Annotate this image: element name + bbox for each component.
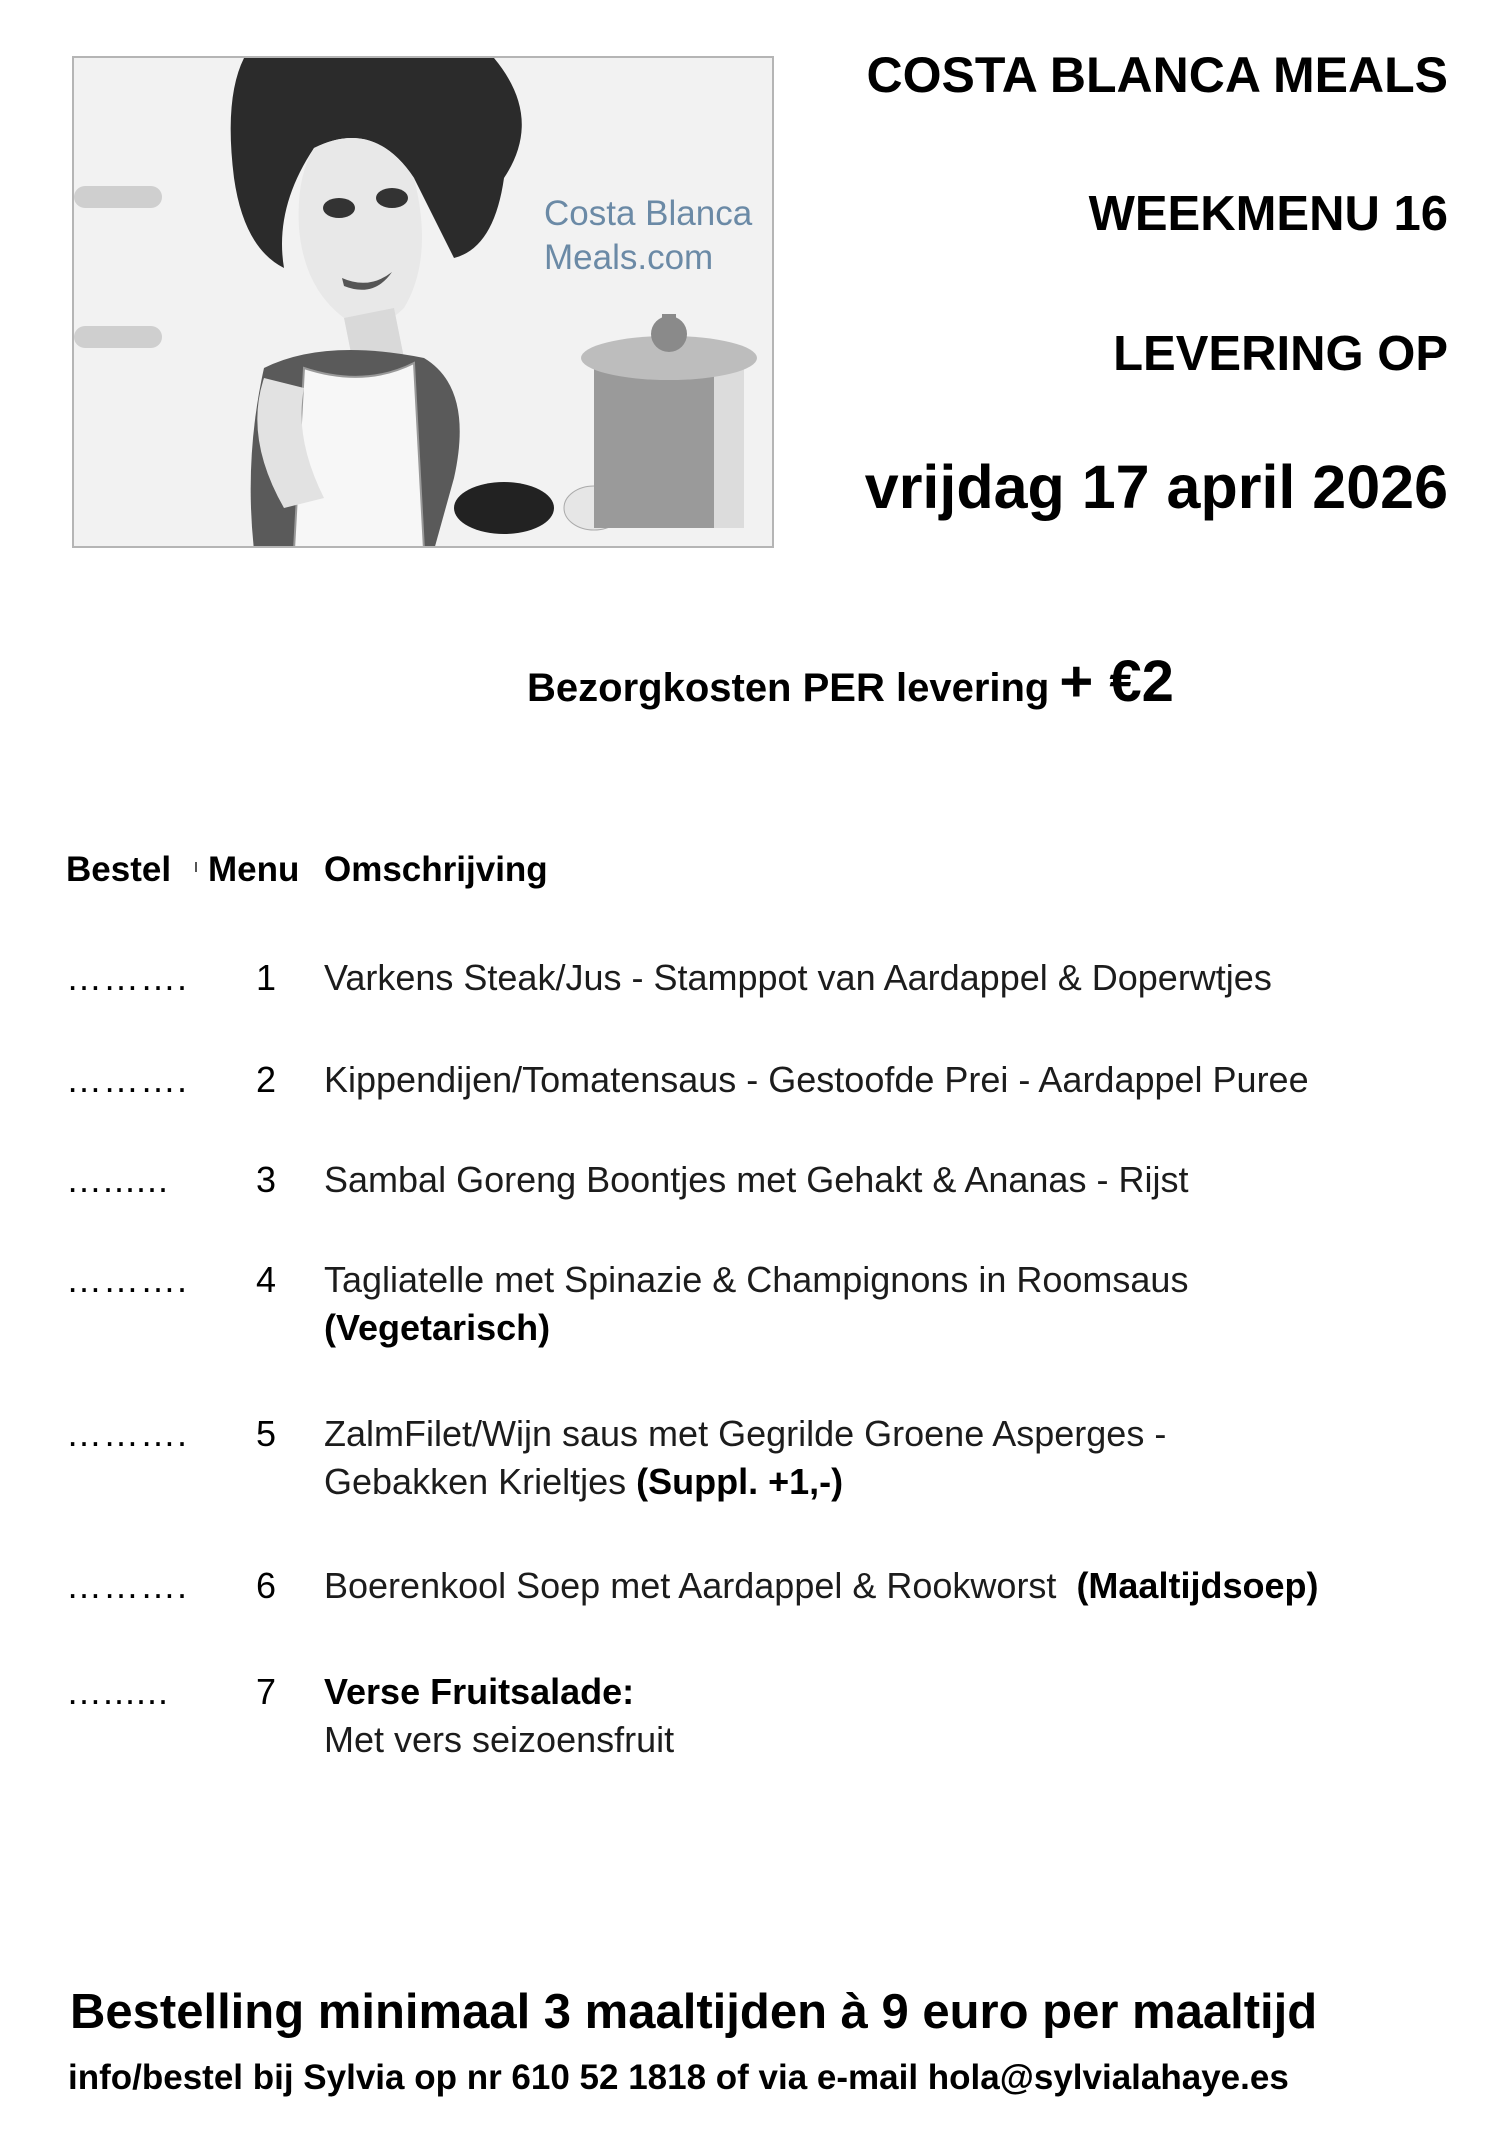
logo-image bbox=[72, 56, 774, 548]
menu-number: 7 bbox=[255, 1671, 277, 1712]
menu-description bbox=[324, 1410, 1464, 1506]
menu-description bbox=[324, 1256, 1464, 1352]
header-separator bbox=[195, 862, 197, 872]
description-bold: (Vegetarisch) bbox=[324, 1307, 551, 1348]
delivery-cost-label: Bezorgkosten PER levering bbox=[527, 666, 1050, 710]
menu-number: 4 bbox=[255, 1259, 277, 1300]
description-line: Met vers seizoensfruit bbox=[324, 1719, 675, 1760]
weekmenu-label: WEEKMENU 16 bbox=[1088, 187, 1448, 241]
delivery-date: vrijdag 17 april 2026 bbox=[864, 453, 1448, 521]
delivery-cost bbox=[527, 648, 1174, 715]
menu-number: 6 bbox=[255, 1565, 277, 1606]
order-field[interactable]: ………. bbox=[66, 1413, 189, 1454]
logo-text bbox=[544, 192, 752, 280]
description-line: Varkens Steak/Jus - Stamppot van Aardappel & Doperwtjes bbox=[324, 957, 1272, 998]
menu-description bbox=[324, 1156, 1464, 1204]
description-bold: (Maaltijdsoep) bbox=[1076, 1565, 1319, 1606]
order-field[interactable]: …...... bbox=[66, 1159, 170, 1200]
order-field[interactable]: ………. bbox=[66, 957, 189, 998]
description-line: Boerenkool Soep met Aardappel & Rookworst bbox=[324, 1565, 1077, 1606]
header-bestel: Bestel bbox=[66, 850, 172, 889]
delivery-cost-price: + €2 bbox=[1059, 649, 1174, 714]
order-field[interactable]: ………. bbox=[66, 1059, 189, 1100]
description-line: Tagliatelle met Spinazie & Champignons in Roomsaus bbox=[324, 1259, 1189, 1300]
menu-description bbox=[324, 1056, 1464, 1104]
description-bold: (Suppl. +1,-) bbox=[636, 1461, 844, 1502]
description-line: ZalmFilet/Wijn saus met Gegrilde Groene Asperges - bbox=[324, 1413, 1167, 1454]
header-menu: Menu bbox=[208, 850, 300, 889]
chef-illustration bbox=[74, 58, 774, 548]
description-bold: Verse Fruitsalade: bbox=[324, 1671, 635, 1712]
menu-description bbox=[324, 954, 1464, 1002]
order-field[interactable]: …...... bbox=[66, 1671, 170, 1712]
menu-number: 1 bbox=[255, 957, 277, 998]
logo-line-1: Costa Blanca bbox=[544, 194, 753, 233]
logo-line-2: Meals.com bbox=[544, 238, 714, 277]
header-omschrijving: Omschrijving bbox=[324, 850, 548, 889]
order-field[interactable]: ………. bbox=[66, 1259, 189, 1300]
menu-number: 2 bbox=[255, 1059, 277, 1100]
order-field[interactable]: ………. bbox=[66, 1565, 189, 1606]
description-line: Kippendijen/Tomatensaus - Gestoofde Prei - Aardappel Puree bbox=[324, 1059, 1309, 1100]
menu-number: 3 bbox=[255, 1159, 277, 1200]
levering-label: LEVERING OP bbox=[1113, 327, 1448, 381]
company-title: COSTA BLANCA MEALS bbox=[866, 47, 1448, 103]
menu-number: 5 bbox=[255, 1413, 277, 1454]
contact-info: info/bestel bij Sylvia op nr 610 52 1818 of via e-mail hola@sylvialahaye.es bbox=[68, 2058, 1289, 2097]
menu-description bbox=[324, 1668, 1464, 1764]
description-line: Gebakken Krieltjes bbox=[324, 1461, 637, 1502]
description-line: Sambal Goreng Boontjes met Gehakt & Ananas - Rijst bbox=[324, 1159, 1189, 1200]
order-minimum: Bestelling minimaal 3 maaltijden à 9 euro per maaltijd bbox=[70, 1985, 1318, 2039]
menu-description bbox=[324, 1562, 1464, 1610]
